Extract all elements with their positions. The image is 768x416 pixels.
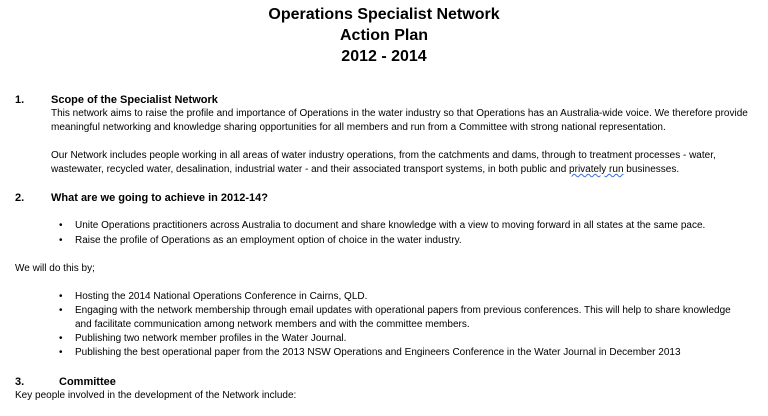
section-1-paragraph-2 <box>51 149 761 177</box>
title-line-3: 2012 - 2014 <box>341 48 427 65</box>
action-bullet-4: Publishing the best operational paper from the 2013 NSW Operations and Engineers Conference in the Water Journal in December 2013 <box>75 347 681 358</box>
bullet-icon: • <box>59 333 63 344</box>
section-2-intro: We will do this by; <box>15 263 95 274</box>
section-1-paragraph-1: This network aims to raise the profile and importance of Operations in the water industry so that Operations has an Australia-wide voice. We therefore provide meaningful networking and knowledge sharing opportunities for all members and run from a Committee with strong national representation. <box>51 108 748 133</box>
document-title <box>0 4 768 67</box>
bullet-icon: • <box>59 305 63 316</box>
bullet-icon: • <box>59 220 63 231</box>
goal-bullet-2: Raise the profile of Operations as an employment option of choice in the water industry. <box>75 235 462 246</box>
section-2-heading <box>15 191 268 205</box>
bullet-icon: • <box>59 291 63 302</box>
p2-text-b: businesses. <box>623 164 680 175</box>
p2-text-a: Our Network includes people working in all areas of water industry operations, from the catchments and dams, through to treatment processes - water, wastewater, recycled water, desalination, industrial water - and their associated transport systems, in both public and <box>51 150 716 175</box>
section-3-title: Committee <box>59 376 116 388</box>
section-3-number: 3. <box>15 376 25 388</box>
list-item <box>59 290 368 304</box>
list-item <box>59 219 706 233</box>
list-item <box>59 346 681 360</box>
section-2-number: 2. <box>15 192 25 204</box>
list-item <box>59 234 462 248</box>
section-2-title: What are we going to achieve in 2012-14? <box>51 192 269 204</box>
list-item <box>59 332 347 346</box>
action-bullet-3: Publishing two network member profiles in the Water Journal. <box>75 333 347 344</box>
title-line-2: Action Plan <box>339 27 428 44</box>
action-bullet-1: Hosting the 2014 National Operations Conference in Cairns, QLD. <box>75 291 368 302</box>
title-line-1: Operations Specialist Network <box>268 6 500 23</box>
spellcheck-underlined-text: privately run <box>569 164 624 175</box>
list-item <box>59 304 735 332</box>
section-3-heading <box>15 375 116 389</box>
goal-bullet-1: Unite Operations practitioners across Australia to document and share knowledge with a view to moving forward in all states at the same pace. <box>75 220 706 231</box>
section-3-intro: Key people involved in the development of the Network include: <box>15 390 297 401</box>
bullet-icon: • <box>59 347 63 358</box>
bullet-icon: • <box>59 235 63 246</box>
section-1-title: Scope of the Specialist Network <box>51 94 218 106</box>
section-1-number: 1. <box>15 94 25 106</box>
action-bullet-2: Engaging with the network membership through email updates with operational papers from previous conferences. This will help to share knowledge and facilitate communication among network members and with the committee members. <box>75 305 731 330</box>
section-1-heading <box>15 93 218 107</box>
